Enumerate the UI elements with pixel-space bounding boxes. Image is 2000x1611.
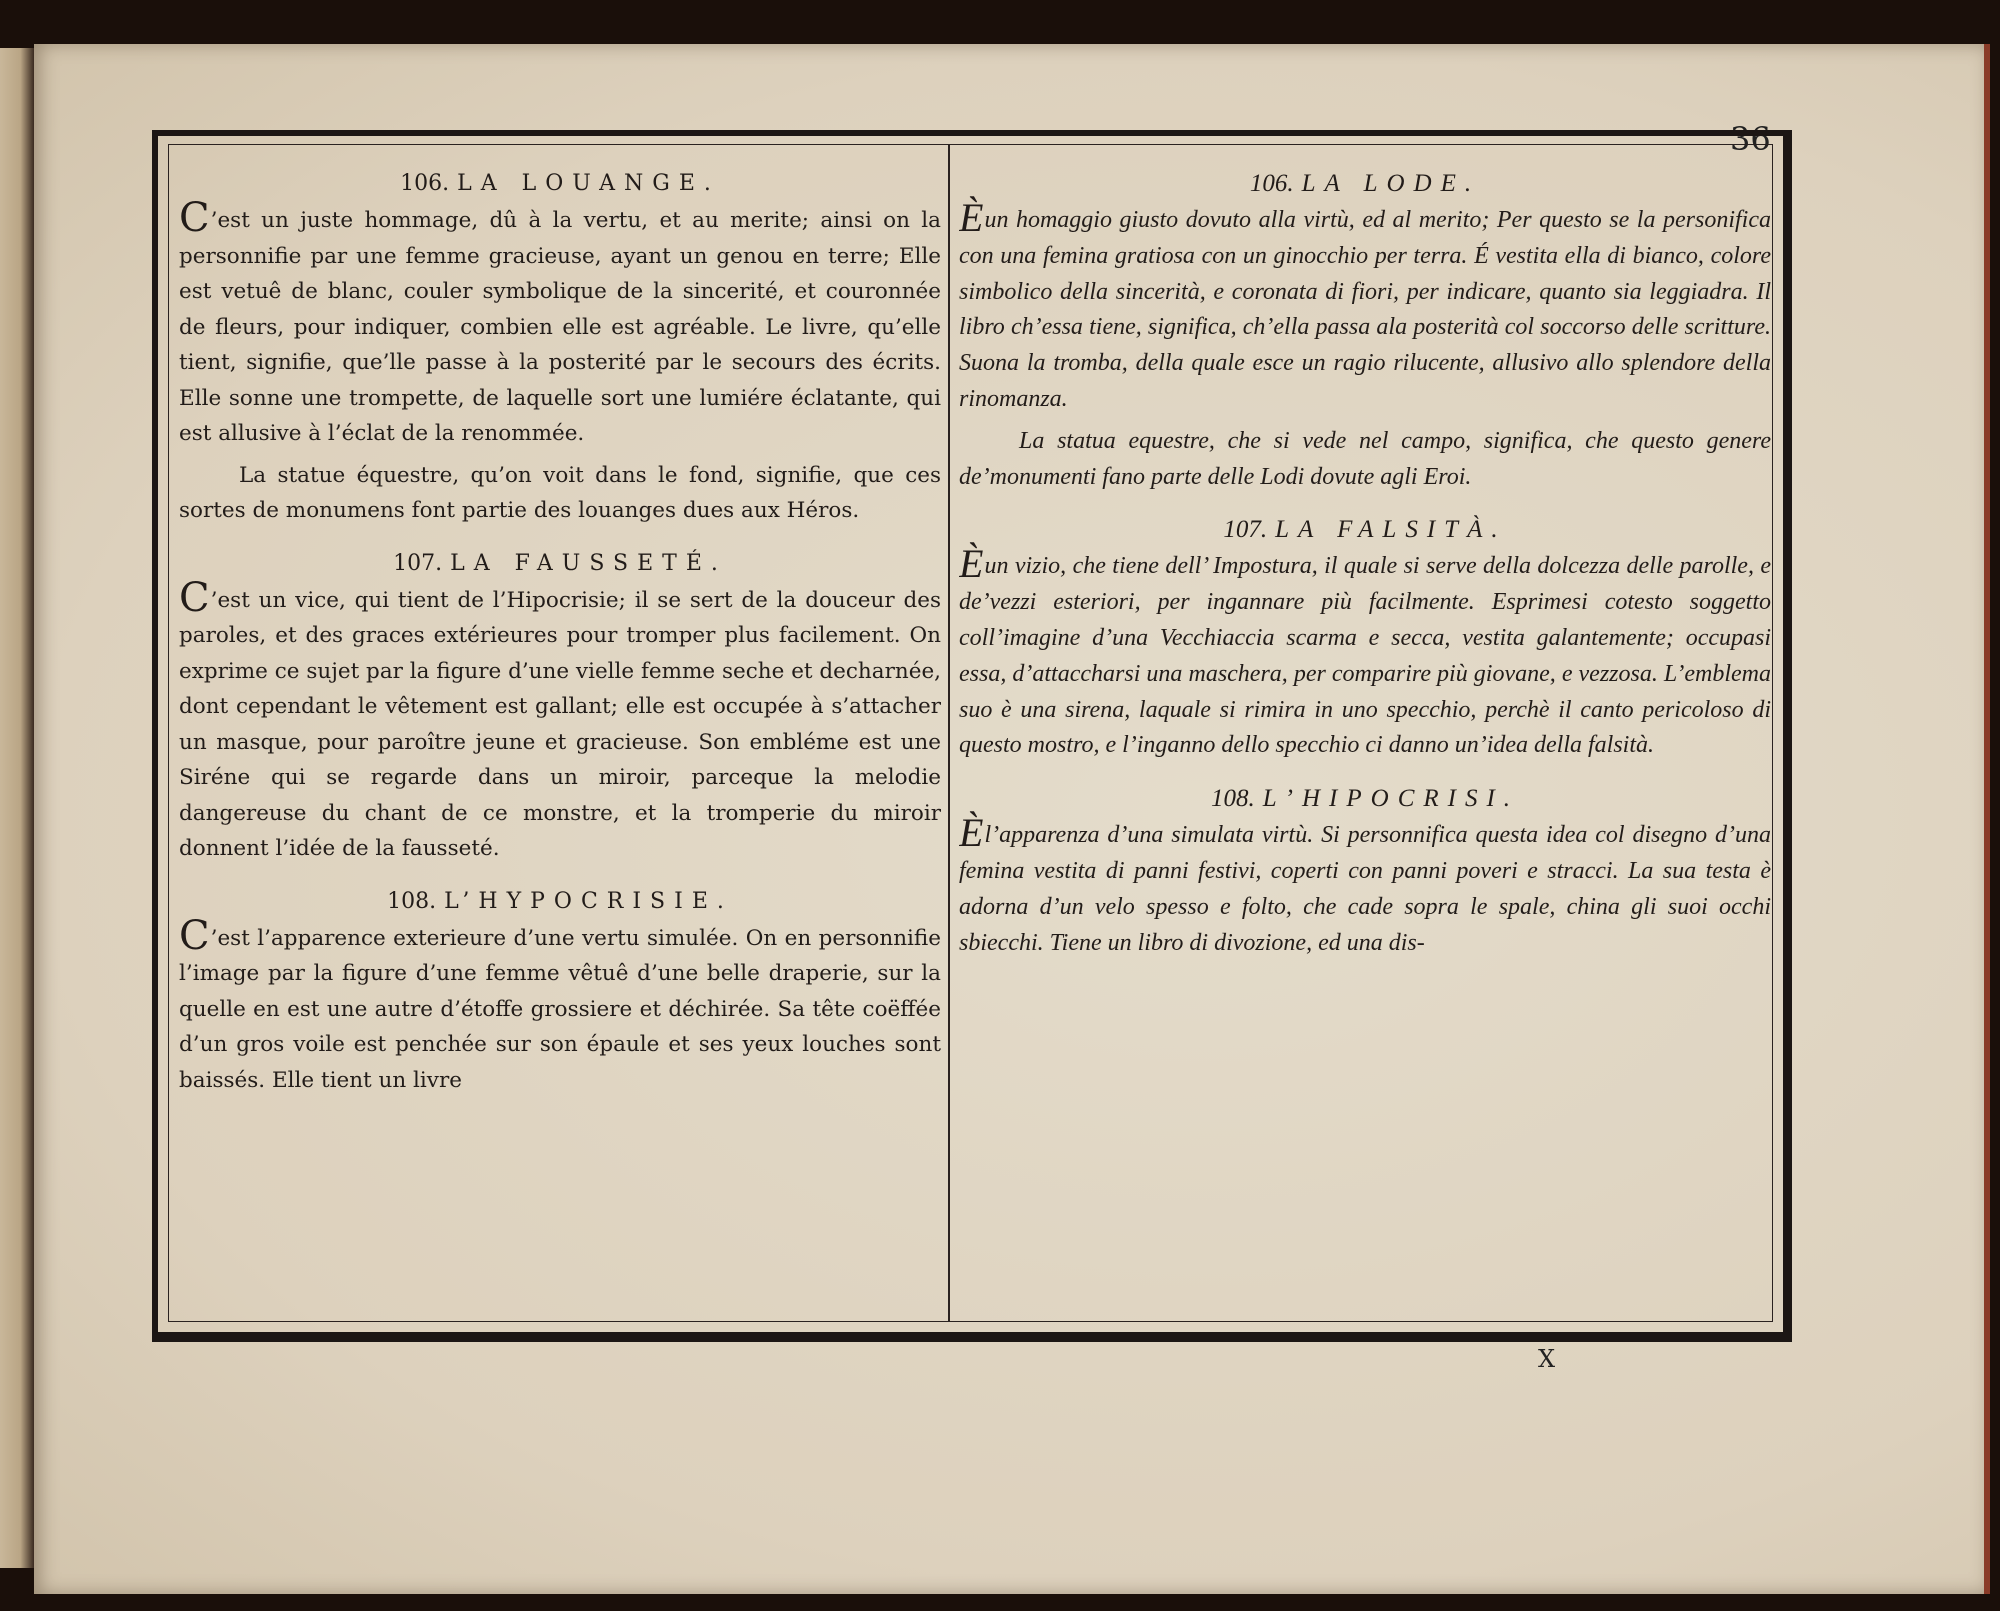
section-heading xyxy=(959,167,1771,201)
section-title: LA LODE. xyxy=(1301,170,1481,197)
paragraph-text: ’est un vice, qui tient de l’Hipocrisie; il se sert de la douceur des paroles, et des graces extérieures pour tromper plus facilement. On exprime ce sujet par la figure d’une vielle femme seche et decharnée, dont cependant le vêtement est gallant; elle est occupée à s’attacher un masque, pour paroître jeune et gracieuse. Son embléme est une Siréne qui se regarde dans un miroir, parceque la melodie dangereuse du chant de ce monstre, et la tromperie du miroir donnent l’idée de la fausseté. xyxy=(179,587,941,861)
drop-cap: C xyxy=(179,912,210,959)
paragraph-text: l’apparenza d’una simulata virtù. Si personnifica questa idea col disegno d’una femina vestita di panni festivi, coperti con panni poveri e stracci. La sua testa è adorna d’un velo spesso e folto, che cade sopra le spale, china gli suoi occhi sbiecchi. Tiene un libro di divozione, ed una dis- xyxy=(959,822,1771,956)
text-frame-inner xyxy=(168,144,1773,1322)
section-heading xyxy=(179,885,941,919)
paragraph: La statue équestre, qu’on voit dans le fond, signifie, que ces sortes de monumens font partie des louanges dues aux Héros. xyxy=(179,462,941,523)
paragraph xyxy=(959,541,1771,764)
section-number: 108. xyxy=(387,888,437,914)
facing-page-edge xyxy=(0,48,34,1568)
section-107-it xyxy=(959,513,1771,764)
section-108-it xyxy=(959,782,1771,961)
paragraph xyxy=(959,195,1771,418)
drop-cap: C xyxy=(179,195,210,241)
section-title: LA LOUANGE. xyxy=(457,171,720,196)
section-106-fr xyxy=(179,167,941,529)
paragraph: La statua equestre, che si vede nel campo, significa, che questo genere de’monumenti fano parte delle Lodi dovute agli Eroi. xyxy=(959,427,1771,490)
drop-cap: È xyxy=(959,810,984,856)
paragraph xyxy=(959,810,1771,961)
paragraph-text: un vizio, che tiene dell’ Impostura, il quale si serve della dolcezza delle parolle, e de’vezzi esteriori, per ingannare più facilmente. Esprimesi cotesto soggetto coll’imagine d’una Vecchiaccia scarma e secca, vestita galantemente; occupasi essa, d’attaccharsi una maschera, per comparire più giovane, e vezzosa. L’emblema suo è una sirena, laquale si rimira in uno specchio, perchè il canto pericoloso di questo mostro, e l’inganno dello specchio ci danno un’idea della falsità. xyxy=(959,553,1771,759)
section-title: LA FAUSSETÉ. xyxy=(450,550,727,576)
section-title: L’HIPOCRISI. xyxy=(1262,785,1520,813)
section-title: LA FALSITÀ. xyxy=(1275,516,1507,544)
section-number: 107. xyxy=(393,550,443,576)
italian-column xyxy=(959,167,1771,1313)
section-number: 106. xyxy=(1249,170,1294,197)
section-number: 107. xyxy=(1223,516,1268,544)
section-heading xyxy=(959,513,1771,547)
section-108-fr xyxy=(179,885,941,1099)
column-divider xyxy=(948,145,950,1321)
section-heading xyxy=(179,547,941,581)
paragraph xyxy=(179,574,941,867)
drop-cap: È xyxy=(959,541,984,587)
paragraph xyxy=(179,912,941,1099)
paragraph xyxy=(179,195,941,452)
drop-cap: C xyxy=(179,574,210,621)
signature-mark: X xyxy=(1538,1345,1557,1373)
section-number: 108. xyxy=(1210,785,1255,813)
section-heading xyxy=(179,167,941,201)
drop-cap: È xyxy=(959,195,984,240)
section-title: L’HYPOCRISIE. xyxy=(444,888,733,914)
french-column xyxy=(179,167,941,1313)
paragraph-text: ’est un juste hommage, dû à la vertu, et au merite; ainsi on la personnifie par une femme gracieuse, ayant un genou en terre; Elle est vetuê de blanc, couler symbolique de la sincerité, et couronnée de fleurs, pour indiquer, combien elle est agréable. Le livre, qu’elle tient, signifie, que’lle passe à la posterité par le secours des écrits. Elle sonne une trompette, de laquelle sort une lumiére éclatante, qui est allusive à l’éclat de la renommée. xyxy=(179,208,941,446)
section-number: 106. xyxy=(400,171,450,196)
section-107-fr xyxy=(179,547,941,867)
section-heading xyxy=(959,782,1771,816)
section-106-it xyxy=(959,167,1771,495)
page-number: 36 xyxy=(1730,120,1771,158)
paragraph-text: un homaggio giusto dovuto alla virtù, ed al merito; Per questo se la personifica con una femina gratiosa con un ginocchio per terra. É vestita ella di bianco, colore simbolico della sincerità, e coronata di fiori, per indicare, quanto sia leggiadra. Il libro ch’essa tiene, significa, ch’ella passa ala posterità col soccorso delle scritture. Suona la tromba, della quale esce un ragio rilucente, allusivo allo splendore della rinomanza. xyxy=(959,207,1771,412)
text-frame xyxy=(152,130,1792,1342)
paragraph-text: ’est l’apparence exterieure d’une vertu simulée. On en personnifie l’image par la figure d’une femme vêtuê d’une belle draperie, sur la quelle en est une autre d’étoffe grossiere et déchirée. Sa tête coëffée d’un gros voile est penchée sur son épaule et ses yeux louches sont baissés. Elle tient un livre xyxy=(179,925,941,1093)
